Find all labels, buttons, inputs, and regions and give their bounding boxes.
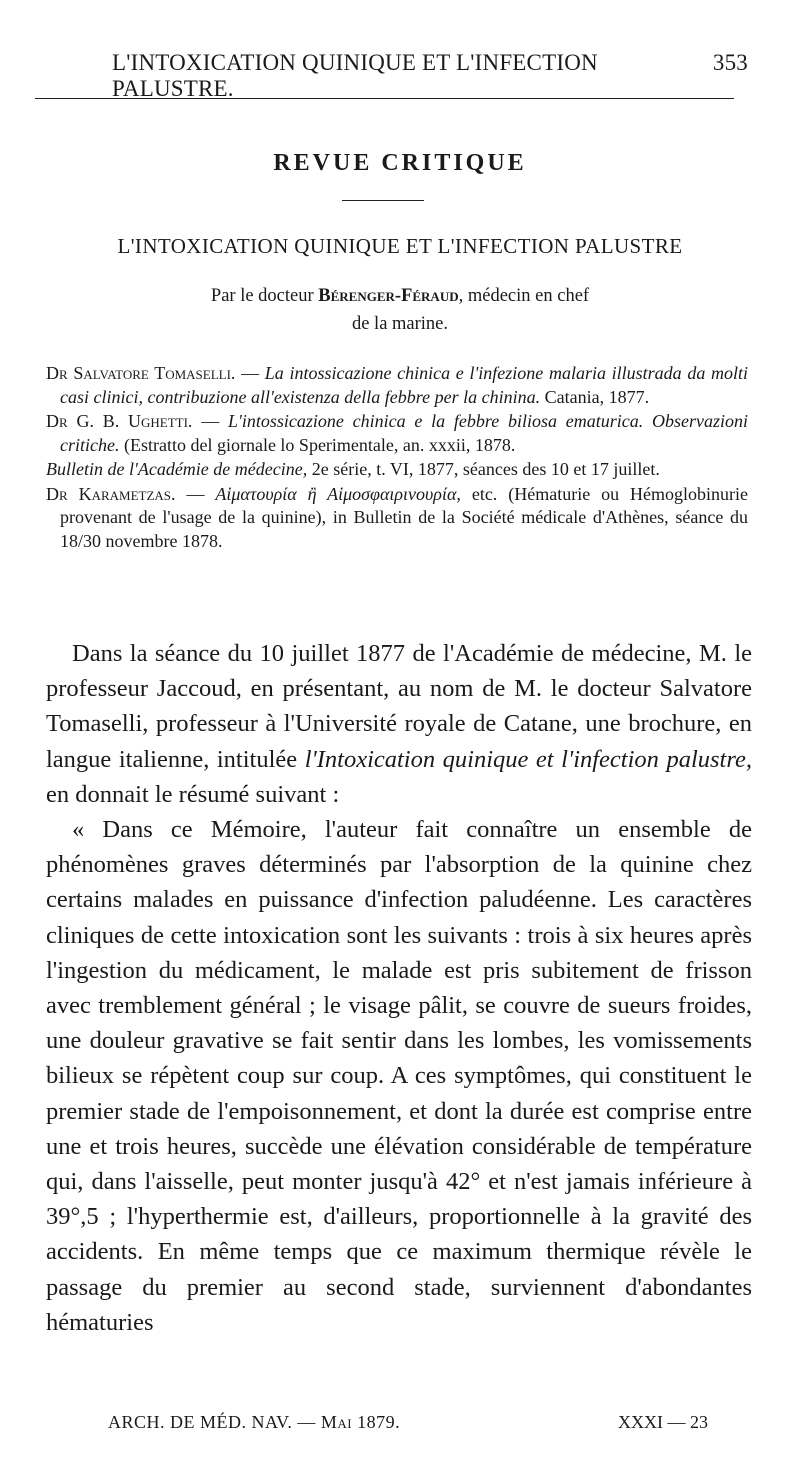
reference-author: Dr Karametzas. [46, 483, 176, 504]
header-rule [35, 98, 734, 99]
article-title: L'INTOXICATION QUINIQUE ET L'INFECTION PALUSTRE [117, 234, 683, 258]
page-number: 353 [712, 50, 748, 75]
paragraph: « Dans ce Mémoire, l'auteur fait connaître un ensemble de phénomènes graves déterminés par l'absorption de la quinine chez certains malades en puissance d'infection paludéenne. Les caractères cliniques de cette intoxication sont les suivants : trois à six heures après l'ingestion du médicament, le malade est pris subitement de frisson avec tremblement général ; le visage pâlit, se couvre de sueurs froides, une douleur gravative se fait sentir dans les lombes, les vomissements bilieux se répètent coup sur coup. A ces symptômes, qui constituent le premier stade de l'empoisonnement, et dont la durée est comprise entre une et trois heures, succède une élévation considérable de température qui, dans l'aisselle, peut monter jusqu'à 42° et n'est jamais inférieure à 39°,5 ; l'hyperthermie est, d'ailleurs, proportionnelle à la gravité des accidents. En même temps que ce maximum thermique révèle le passage du premier au second stade, surviennent d'abondantes hématuries [46, 816, 752, 1336]
paragraph [46, 636, 752, 812]
reference-item [46, 483, 748, 554]
reference-rest: etc. (Hématurie ou Hémoglobinurie provenant de l'usage de la quinine), in Bulletin de la Société médicale d'Athènes, séance du 18/30 novembre 1878. [60, 483, 748, 551]
reference-item [46, 362, 748, 409]
reference-separator: — [235, 363, 265, 383]
reference-separator: — [175, 483, 216, 504]
reference-author: Dr G. B. Ughetti. [46, 411, 193, 431]
byline-line2: de la marine. [351, 314, 449, 334]
title-divider [342, 200, 424, 201]
reference-rest: (Estratto del giornale lo Sperimentale, an. xxxii, 1878. [119, 434, 516, 455]
reference-title: Bulletin de l'Académie de médecine, [46, 459, 308, 479]
references-list [46, 362, 748, 554]
cited-title: l'Intoxication quinique et l'infection palustre, [304, 745, 752, 773]
reference-separator: — [192, 411, 228, 431]
reference-title: La intossicazione chinica e l'infezione malaria illustrada da molti casi clinici, contribuzione all'existenza della febbre per la chinina. [60, 363, 749, 407]
byline-prefix: Par le docteur [210, 286, 319, 306]
page-footer [108, 1412, 708, 1433]
reference-title: Αἱματουρία ἢ Αἱμοσφαιρινουρία, [215, 483, 461, 504]
reference-item [46, 410, 748, 457]
body-text [46, 636, 752, 1340]
running-head [112, 50, 748, 102]
paragraph-text: en donnait le résumé suivant : [46, 780, 340, 808]
journal-reference: ARCH. DE MÉD. NAV. — Mai 1879. [108, 1412, 401, 1432]
byline [0, 282, 800, 338]
signature-mark: XXXI — 23 [618, 1412, 708, 1432]
running-title: L'INTOXICATION QUINIQUE ET L'INFECTION PALUSTRE. [112, 50, 598, 101]
byline-author: Bérenger-Féraud [318, 286, 459, 306]
reference-title: L'intossicazione chinica e la febbre biliosa ematurica. Observazioni critiche. [60, 411, 748, 455]
reference-rest: Catania, 1877. [540, 386, 650, 407]
reference-rest: 2e série, t. VI, 1877, séances des 10 et 17 juillet. [307, 459, 660, 479]
paragraph-text: Dans la séance du 10 juillet 1877 de l'Académie de médecine, M. le professeur Jaccoud, en présentant, au nom de M. le docteur Salvatore Tomaselli, professeur à l'Université royale de Catane, une brochure, en langue italienne, intitulée [46, 640, 752, 773]
reference-author: Dr Salvatore Tomaselli. [46, 363, 236, 383]
section-title: REVUE CRITIQUE [273, 150, 527, 176]
byline-suffix: , médecin en chef [458, 286, 590, 306]
reference-item [46, 458, 748, 482]
